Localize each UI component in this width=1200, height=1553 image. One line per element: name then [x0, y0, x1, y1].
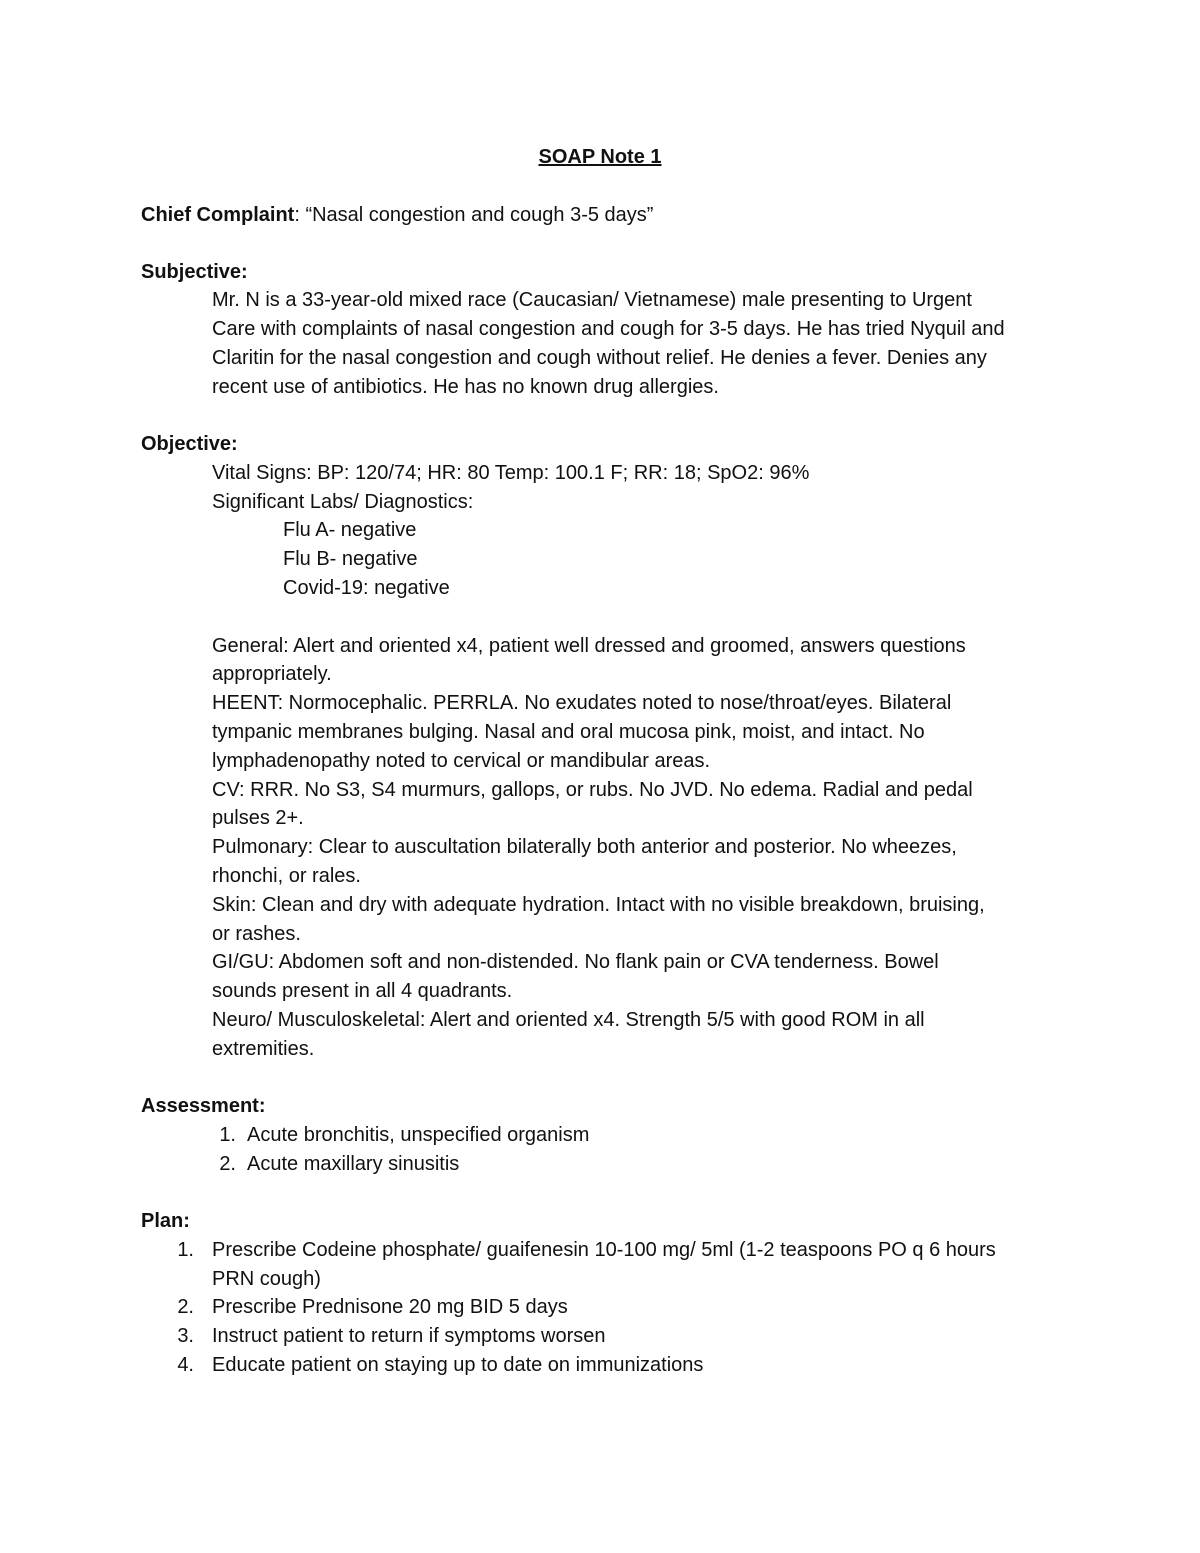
exam-line: Neuro/ Musculoskeletal: Alert and oriented x4. Strength 5/5 with good ROM in all [212, 1009, 925, 1031]
subjective-line: Care with complaints of nasal congestion and cough for 3-5 days. He has tried Nyquil and [212, 318, 1005, 340]
exam-line: CV: RRR. No S3, S4 murmurs, gallops, or rubs. No JVD. No edema. Radial and pedal [212, 779, 973, 801]
vital-signs: Vital Signs: BP: 120/74; HR: 80 Temp: 100.1 F; RR: 18; SpO2: 96% [212, 462, 810, 484]
chief-complaint-label: Chief Complaint [141, 204, 295, 226]
chief-complaint [141, 201, 653, 230]
list-number: 1. [219, 1124, 236, 1146]
list-number: 1. [177, 1239, 194, 1261]
lab-result: Flu A- negative [283, 519, 417, 541]
lab-result: Flu B- negative [283, 548, 418, 570]
exam-line: HEENT: Normocephalic. PERRLA. No exudates noted to nose/throat/eyes. Bilateral [212, 692, 952, 714]
exam-line: Pulmonary: Clear to auscultation bilaterally both anterior and posterior. No wheezes, [212, 836, 957, 858]
assessment-item: Acute maxillary sinusitis [247, 1153, 460, 1175]
labs-heading: Significant Labs/ Diagnostics: [212, 491, 474, 513]
list-number: 4. [177, 1354, 194, 1376]
exam-line: tympanic membranes bulging. Nasal and oral mucosa pink, moist, and intact. No [212, 721, 925, 743]
list-number: 2. [177, 1296, 194, 1318]
plan-item: Instruct patient to return if symptoms worsen [212, 1325, 606, 1347]
subjective-line: recent use of antibiotics. He has no known drug allergies. [212, 376, 719, 398]
chief-complaint-text: : “Nasal congestion and cough 3-5 days” [294, 204, 654, 226]
plan-heading: Plan: [141, 1210, 190, 1232]
exam-line: appropriately. [212, 663, 332, 685]
exam-line: Skin: Clean and dry with adequate hydration. Intact with no visible breakdown, bruising, [212, 894, 985, 916]
lab-result: Covid-19: negative [283, 577, 450, 599]
exam-line: General: Alert and oriented x4, patient well dressed and groomed, answers questions [212, 635, 966, 657]
assessment-heading: Assessment: [141, 1095, 266, 1117]
plan-item: Prescribe Prednisone 20 mg BID 5 days [212, 1296, 568, 1318]
exam-line: rhonchi, or rales. [212, 865, 361, 887]
exam-line: sounds present in all 4 quadrants. [212, 980, 513, 1002]
page-title: SOAP Note 1 [538, 146, 662, 168]
subjective-line: Mr. N is a 33-year-old mixed race (Caucasian/ Vietnamese) male presenting to Urgent [212, 289, 972, 311]
exam-line: pulses 2+. [212, 807, 304, 829]
exam-line: lymphadenopathy noted to cervical or mandibular areas. [212, 750, 711, 772]
plan-item: Educate patient on staying up to date on immunizations [212, 1354, 704, 1376]
exam-line: GI/GU: Abdomen soft and non-distended. No flank pain or CVA tenderness. Bowel [212, 951, 939, 973]
subjective-heading: Subjective: [141, 261, 248, 283]
objective-heading: Objective: [141, 433, 238, 455]
plan-item-continued: PRN cough) [212, 1268, 321, 1290]
exam-line: or rashes. [212, 923, 301, 945]
plan-item: Prescribe Codeine phosphate/ guaifenesin 10-100 mg/ 5ml (1-2 teaspoons PO q 6 hours [212, 1239, 996, 1261]
list-number: 2. [219, 1153, 236, 1175]
subjective-line: Claritin for the nasal congestion and cough without relief. He denies a fever. Denies any [212, 347, 987, 369]
assessment-item: Acute bronchitis, unspecified organism [247, 1124, 590, 1146]
exam-line: extremities. [212, 1038, 315, 1060]
list-number: 3. [177, 1325, 194, 1347]
